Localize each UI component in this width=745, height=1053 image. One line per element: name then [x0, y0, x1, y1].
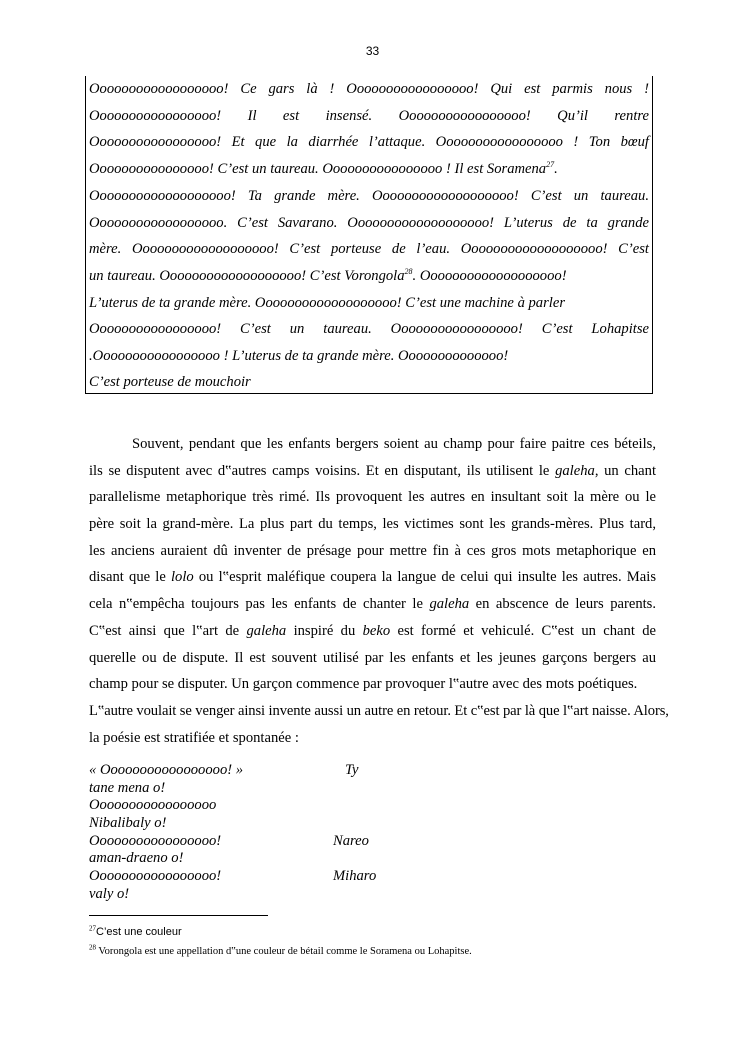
footnote-28: $^{28}$ Vorongola est une appellation d‟une couleur de bétail comme le Soramena ou Lohapitse.	[89, 943, 472, 957]
poem-row-8: valy o!	[89, 885, 130, 902]
poem	[89, 762, 489, 904]
body-line-2: ils se disputent avec d‟autres camps voisins. Et en disputant, ils utilisent le galeha, un chant	[89, 462, 657, 479]
verse-line-9: L’uterus de ta grande mère. Ooooooooooooooooooo! C’est une machine à parler	[89, 295, 565, 311]
verse-line-8: un taureau. Ooooooooooooooooooo! C’est Vorongola$^{28}$. Ooooooooooooooooooo!	[89, 267, 567, 284]
body-line-8: C‟est ainsi que l‟art de galeha inspiré du beko est formé et vehiculé. C‟est un chant de	[89, 622, 656, 639]
body-line-5: les anciens auraient dû inventer de présage pour mettre fin à ces gros mots metaphorique en	[89, 542, 656, 559]
body-line-10: champ pour se disputer. Un garçon commence par provoquer l‟autre avec des mots poétiques.	[89, 676, 638, 693]
verse-line-7: mère. Ooooooooooooooooooo! C’est porteuse de l’eau. Ooooooooooooooooooo! C’est	[89, 241, 649, 257]
poem-row-4: Nibalibaly o!	[89, 815, 167, 832]
body-line-11: L‟autre voulait se venger ainsi invente aussi un autre en retour. Et c‟est par là que l‟art naisse. Alors,	[89, 702, 669, 719]
poem-row-2: tane mena o!	[89, 779, 166, 796]
verse-line-10: Ooooooooooooooooo! C’est un taureau. Ooooooooooooooooo! C’est Lohapitse	[89, 321, 649, 337]
footnote-ref-28[interactable]: 28	[404, 267, 413, 277]
page-number: 33	[365, 44, 380, 58]
poem-row-5: Ooooooooooooooooo! Nareo	[89, 832, 369, 849]
verse-line-2: Ooooooooooooooooo! Il est insensé. Ooooooooooooooooo! Qu’il rentre	[89, 108, 649, 124]
verse-line-12: C’est porteuse de mouchoir	[89, 374, 251, 390]
body-line-3: parallelisme metaphorique très rimé. Ils provoquent les autres en insultant soit la mère ou le	[89, 489, 656, 506]
footnote-27: $^{27}$C’est une couleur	[89, 924, 182, 938]
body-line-6: disant que le lolo ou l‟esprit maléfique coupera la langue de celui qui insulte les autres. Mais	[89, 569, 656, 586]
verse-line-1: Oooooooooooooooooo! Ce gars là ! Ooooooooooooooooo! Qui est parmis nous !	[89, 81, 649, 97]
verse-line-3: Ooooooooooooooooo! Et que la diarrhée l’attaque. Ooooooooooooooooo ! Ton bœuf	[89, 134, 649, 150]
footnote-separator	[89, 915, 268, 916]
verse-line-4: Oooooooooooooooo! C’est un taureau. Oooooooooooooooo ! Il est Soramena$^{27}$.	[89, 160, 558, 177]
verse-line-11: .Ooooooooooooooooo ! L’uterus de ta grande mère. Oooooooooooooo!	[89, 348, 509, 364]
poem-row-1: « Ooooooooooooooooo! » Ty	[89, 762, 359, 778]
verse-line-5: Ooooooooooooooooooo! Ta grande mère. Ooooooooooooooooooo! C’est un taureau.	[89, 188, 649, 204]
body-paragraph	[89, 431, 669, 751]
footnote-ref-27[interactable]: 27	[546, 160, 555, 170]
verse-line-6: Oooooooooooooooooo. C’est Savarano. Ooooooooooooooooooo! L’uterus de ta grande	[89, 215, 649, 231]
body-line-9: querelle ou de dispute. Il est souvent utilisé par les enfants et les jeunes garçons bergers au	[89, 649, 656, 666]
body-line-7: cela n‟empêcha toujours pas les enfants de chanter le galeha en abscence de leurs parents.	[89, 596, 656, 613]
poem-row-7: Ooooooooooooooooo! Miharo	[89, 868, 377, 885]
poem-row-3: Ooooooooooooooooo	[89, 797, 217, 814]
body-line-4: père soit la grand-mère. La plus part du temps, les victimes sont les grands-mères. Plus tard,	[89, 516, 656, 533]
poem-row-6: aman-draeno o!	[89, 850, 184, 867]
body-line-12: la poésie est stratifiée et spontanée :	[89, 729, 299, 746]
body-line-1: Souvent, pendant que les enfants bergers soient au champ pour faire paitre ces béteils,	[132, 436, 656, 452]
